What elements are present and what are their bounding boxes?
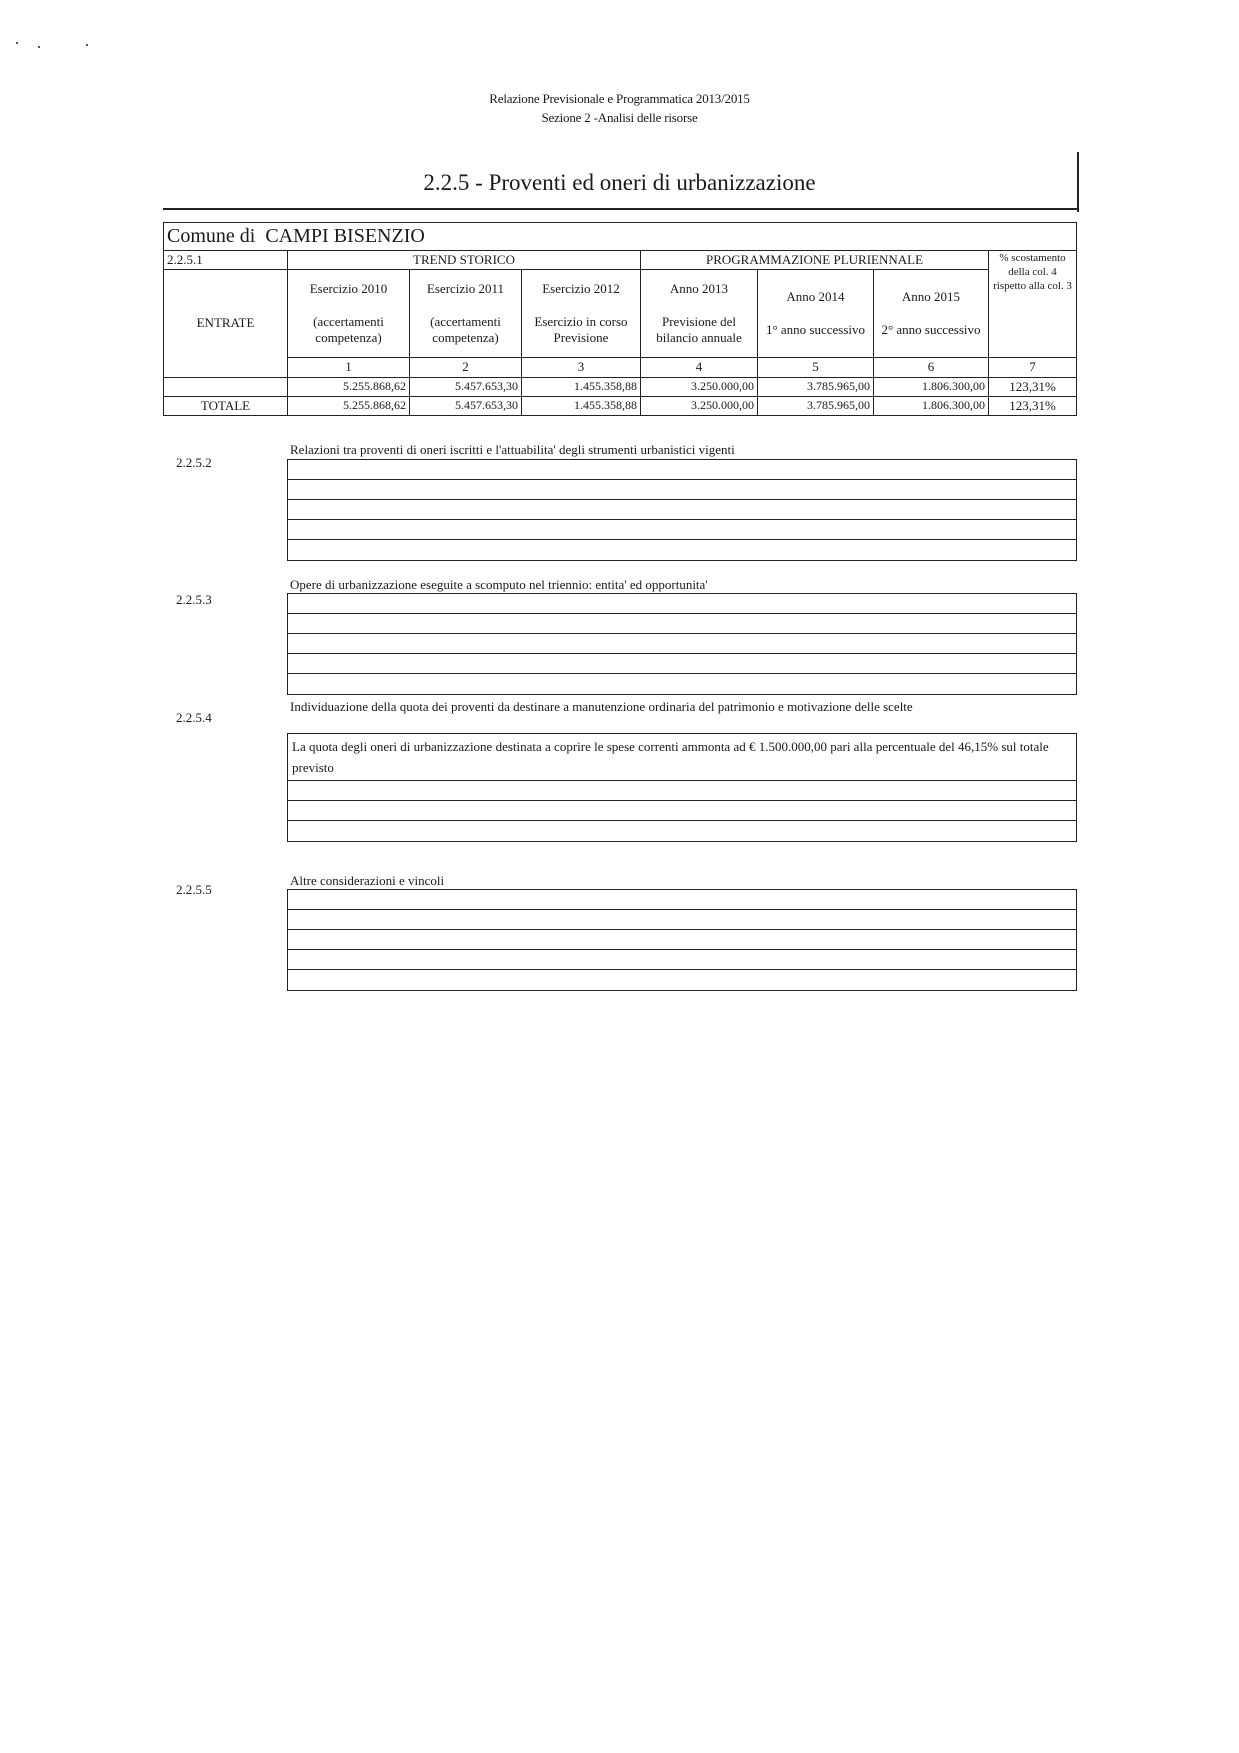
column-number: 4 [641, 358, 758, 377]
column-title: Esercizio 2011 [426, 281, 505, 297]
column-title: Anno 2013 [669, 281, 729, 297]
column-number: 6 [874, 358, 989, 377]
column-subtitle: Esercizio in corso Previsione [534, 313, 628, 345]
column-number: 5 [758, 358, 874, 377]
column-header [522, 270, 641, 358]
scan-speck [38, 46, 40, 48]
cell: 5.255.868,62 [288, 377, 410, 396]
column-header [758, 270, 874, 358]
cell: 5.457.653,30 [410, 377, 522, 396]
table-row [164, 377, 1077, 396]
scan-speck [86, 44, 88, 46]
scan-speck [16, 42, 18, 44]
section-title: Relazioni tra proventi di oneri iscritti e l'attuabilita' degli strumenti urbanistici vigenti [290, 442, 735, 457]
section-title: Opere di urbanizzazione eseguite a scomputo nel triennio: entita' ed opportunita' [290, 577, 708, 592]
cell: 3.785.965,00 [758, 396, 874, 415]
column-header [410, 270, 522, 358]
column-subtitle: (accertamenti competenza) [313, 313, 384, 345]
comune-name: CAMPI BISENZIO [265, 225, 425, 247]
column-subtitle: Previsione del bilancio annuale [656, 313, 742, 345]
section-box [287, 593, 1077, 695]
cell: 1.806.300,00 [874, 377, 989, 396]
section-code: 2.2.5.2 [176, 455, 212, 470]
column-number: 1 [288, 358, 410, 377]
row-label: TOTALE [164, 396, 288, 415]
group-programmazione: PROGRAMMAZIONE PLURIENNALE [641, 251, 989, 270]
document-header-title: Relazione Previsionale e Programmatica 2013/2015 [489, 91, 750, 106]
section-box [287, 733, 1077, 842]
comune-label: Comune di [167, 225, 256, 247]
table-row-total [164, 396, 1077, 415]
cell: 1.455.358,88 [522, 377, 641, 396]
section-code: 2.2.5.5 [176, 882, 212, 897]
document-header-section: Sezione 2 -Analisi delle risorse [541, 110, 698, 125]
group-trend-storico: TREND STORICO [288, 251, 641, 270]
divider [163, 208, 1078, 210]
cell: 3.250.000,00 [641, 377, 758, 396]
cell: 1.455.358,88 [522, 396, 641, 415]
column-header [288, 270, 410, 358]
column-title: Anno 2015 [901, 289, 961, 305]
page-title: 2.2.5 - Proventi ed oneri di urbanizzazione [423, 170, 816, 195]
column-number: 2 [410, 358, 522, 377]
column-title: Esercizio 2010 [309, 281, 388, 297]
section-code: 2.2.5.4 [176, 710, 212, 725]
cell: 5.255.868,62 [288, 396, 410, 415]
comune-row [164, 223, 1077, 251]
cell: 1.806.300,00 [874, 396, 989, 415]
cell: 3.785.965,00 [758, 377, 874, 396]
pct-header: % scostamento della col. 4 rispetto alla col. 3 [989, 251, 1077, 358]
column-number: 7 [989, 358, 1077, 377]
column-subtitle: 2° anno successivo [881, 321, 981, 337]
column-subtitle: (accertamenti competenza) [430, 313, 501, 345]
column-title: Anno 2014 [786, 289, 845, 305]
section-box [287, 459, 1077, 561]
section-title: Individuazione della quota dei proventi da destinare a manutenzione ordinaria del patrimonio e motivazione delle scelte [290, 699, 913, 714]
section-content: La quota degli oneri di urbanizzazione destinata a coprire le spese correnti ammonta ad € 1.500.000,00 pari alla percentuale del 46,15% sul totale previsto [288, 734, 1076, 781]
column-number: 3 [522, 358, 641, 377]
section-title: Altre considerazioni e vincoli [290, 873, 445, 888]
section-code: 2.2.5.3 [176, 592, 212, 607]
section-box [287, 889, 1077, 991]
column-subtitle: 1° anno successivo [765, 321, 866, 337]
cell-pct: 123,31% [989, 377, 1077, 396]
cell-pct: 123,31% [989, 396, 1077, 415]
column-title: Esercizio 2012 [542, 281, 620, 297]
column-header [874, 270, 989, 358]
row-label [164, 377, 288, 396]
column-header [641, 270, 758, 358]
cell: 5.457.653,30 [410, 396, 522, 415]
table-code: 2.2.5.1 [164, 251, 288, 270]
cell: 3.250.000,00 [641, 396, 758, 415]
urbanization-table [163, 222, 1077, 416]
row-header-entrate: ENTRATE [164, 270, 288, 377]
